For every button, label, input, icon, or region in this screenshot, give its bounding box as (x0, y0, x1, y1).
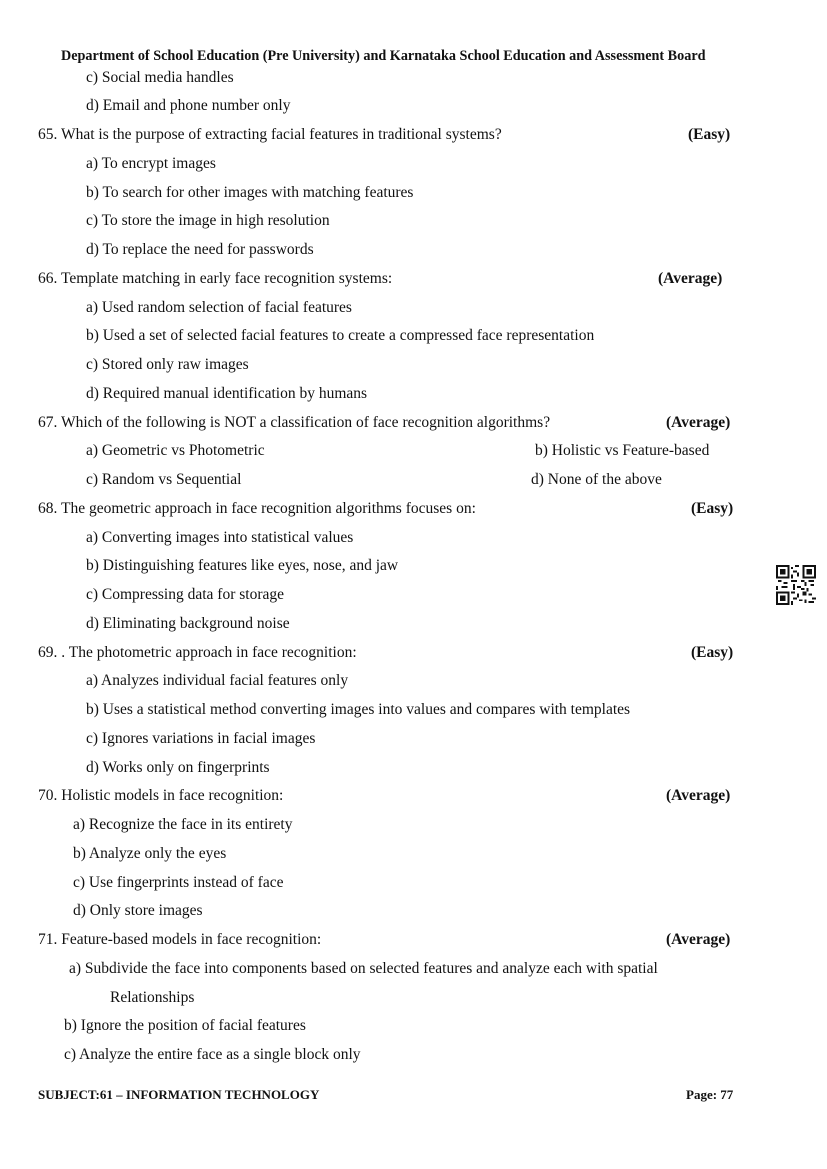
question-66-difficulty: (Average) (658, 270, 723, 287)
question-70-option-c: c) Use fingerprints instead of face (73, 874, 284, 891)
question-71-difficulty: (Average) (666, 931, 731, 948)
question-65-text: 65. What is the purpose of extracting facial features in traditional systems? (38, 126, 502, 143)
question-69-difficulty: (Easy) (691, 644, 734, 661)
question-71-option-b: b) Ignore the position of facial features (64, 1017, 306, 1034)
question-68-option-d: d) Eliminating background noise (86, 615, 290, 632)
question-71-text: 71. Feature-based models in face recognition: (38, 931, 322, 948)
question-70-text: 70. Holistic models in face recognition: (38, 787, 284, 804)
question-66-option-d: d) Required manual identification by humans (86, 385, 368, 402)
question-70-option-d: d) Only store images (73, 902, 203, 919)
question-71-option-a-continued: Relationships (110, 989, 195, 1006)
question-68-option-a: a) Converting images into statistical values (86, 529, 354, 546)
question-66-option-a: a) Used random selection of facial features (86, 299, 352, 316)
question-67-option-a: a) Geometric vs Photometric (86, 442, 265, 459)
question-66-option-c: c) Stored only raw images (86, 356, 249, 373)
question-68-option-c: c) Compressing data for storage (86, 586, 284, 603)
question-65-option-b: b) To search for other images with matching features (86, 184, 414, 201)
question-71-option-a: a) Subdivide the face into components based on selected features and analyze each with spatial (69, 960, 658, 977)
question-67-option-d: d) None of the above (531, 471, 662, 488)
question-70-option-b: b) Analyze only the eyes (73, 845, 227, 862)
question-65-option-c: c) To store the image in high resolution (86, 212, 330, 229)
question-68-difficulty: (Easy) (691, 500, 734, 517)
question-68-text: 68. The geometric approach in face recognition algorithms focuses on: (38, 500, 476, 517)
footer-page-number: Page: 77 (686, 1087, 734, 1102)
question-69-option-d: d) Works only on fingerprints (86, 759, 270, 776)
qr-code-icon (776, 565, 816, 605)
question-65-option-d: d) To replace the need for passwords (86, 241, 314, 258)
footer-subject: SUBJECT:61 – INFORMATION TECHNOLOGY (38, 1087, 320, 1102)
question-65-option-a: a) To encrypt images (86, 155, 216, 172)
option-d: d) Email and phone number only (86, 97, 291, 114)
question-66-option-b: b) Used a set of selected facial features to create a compressed face representation (86, 327, 595, 344)
question-69-text: 69. . The photometric approach in face recognition: (38, 644, 357, 661)
question-67-option-b: b) Holistic vs Feature-based (535, 442, 710, 459)
question-67-option-c: c) Random vs Sequential (86, 471, 242, 488)
question-68-option-b: b) Distinguishing features like eyes, nose, and jaw (86, 557, 399, 574)
question-66-text: 66. Template matching in early face recognition systems: (38, 270, 393, 287)
question-70-difficulty: (Average) (666, 787, 731, 804)
question-67-difficulty: (Average) (666, 414, 731, 431)
question-71-option-c: c) Analyze the entire face as a single block only (64, 1046, 361, 1063)
page-header: Department of School Education (Pre University) and Karnataka School Education and Assessment Board (61, 48, 706, 64)
question-69-option-a: a) Analyzes individual facial features only (86, 672, 349, 689)
question-70-option-a: a) Recognize the face in its entirety (73, 816, 293, 833)
question-65-difficulty: (Easy) (688, 126, 731, 143)
question-69-option-c: c) Ignores variations in facial images (86, 730, 316, 747)
option-c: c) Social media handles (86, 69, 234, 86)
question-69-option-b: b) Uses a statistical method converting images into values and compares with templates (86, 701, 631, 718)
question-67-text: 67. Which of the following is NOT a classification of face recognition algorithms? (38, 414, 551, 431)
